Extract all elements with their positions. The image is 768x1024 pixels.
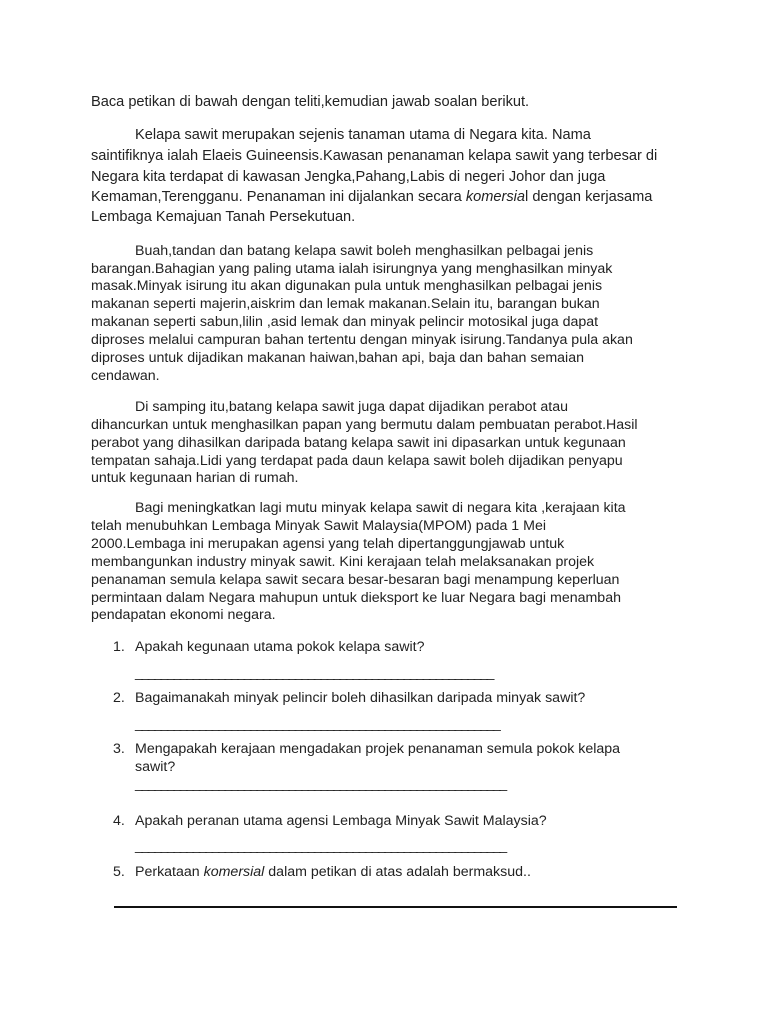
- question-5-text-before: Perkataan: [135, 864, 204, 880]
- question-5-italic-word: komersial: [203, 864, 265, 880]
- question-4-answer-line: __________________________________________________________: [135, 838, 506, 854]
- question-1-text: Apakah kegunaan utama pokok kelapa sawit?: [135, 639, 425, 655]
- question-2-answer-line: _________________________________________________________: [135, 716, 500, 732]
- paragraph-2-line-4: makanan seperti majerin,aiskrim dan lemak makanan.Selain itu, barangan bukan: [91, 296, 600, 312]
- paragraph-4-line-1: Bagi meningkatkan lagi mutu minyak kelapa sawit di negara kita ,kerajaan kita: [135, 500, 626, 516]
- paragraph-3-line-4: tempatan sahaja.Lidi yang terdapat pada daun kelapa sawit boleh dijadikan penyapu: [91, 453, 623, 469]
- paragraph-4-line-6: permintaan dalam Negara mahupun untuk dieksport ke luar Negara bagi menambah: [91, 590, 621, 606]
- question-1-answer-line: ________________________________________________________: [135, 665, 493, 681]
- paragraph-2-line-5: makanan seperti sabun,lilin ,asid lemak dan minyak pelincir motosikal juga dapat: [91, 314, 599, 330]
- paragraph-4-line-3: 2000.Lembaga ini merupakan agensi yang telah dipertanggungjawab untuk: [91, 536, 565, 552]
- paragraph-1-italic-word: komersia: [465, 189, 526, 205]
- question-5-answer-rule: [114, 906, 677, 908]
- question-5-text: [135, 864, 531, 880]
- paragraph-4-line-5: penanaman semula kelapa sawit secara besar-besaran bagi menampung keperluan: [91, 572, 620, 588]
- paragraph-1-line-4-text-b: l dengan kerjasama: [525, 189, 653, 205]
- paragraph-1-line-5: Lembaga Kemajuan Tanah Persekutuan.: [91, 209, 356, 225]
- question-2-number: 2.: [113, 690, 125, 706]
- paragraph-4-line-2: telah menubuhkan Lembaga Minyak Sawit Malaysia(MPOM) pada 1 Mei: [91, 518, 547, 534]
- paragraph-4-line-7: pendapatan ekonomi negara.: [91, 607, 276, 623]
- paragraph-1-line-3: Negara kita terdapat di kawasan Jengka,Pahang,Labis di negeri Johor dan juga: [91, 169, 606, 185]
- paragraph-1-line-4-text-a: Kemaman,Terengganu. Penanaman ini dijalankan secara: [91, 189, 466, 205]
- question-5-number: 5.: [113, 864, 125, 880]
- paragraph-2-line-2: barangan.Bahagian yang paling utama ialah isirungnya yang menghasilkan minyak: [91, 261, 613, 277]
- paragraph-3-line-1: Di samping itu,batang kelapa sawit juga dapat dijadikan perabot atau: [135, 399, 569, 415]
- paragraph-2-line-1: Buah,tandan dan batang kelapa sawit boleh menghasilkan pelbagai jenis: [135, 243, 594, 259]
- question-4-text: Apakah peranan utama agensi Lembaga Minyak Sawit Malaysia?: [135, 813, 547, 829]
- paragraph-4-line-4: membangunkan industry minyak sawit. Kini kerajaan telah melaksanakan projek: [91, 554, 595, 570]
- question-4-number: 4.: [113, 813, 125, 829]
- paragraph-1-line-2: saintifiknya ialah Elaeis Guineensis.Kawasan penanaman kelapa sawit yang terbesar di: [91, 148, 658, 164]
- question-5-text-after: dalam petikan di atas adalah bermaksud..: [264, 864, 531, 880]
- paragraph-2-line-8: cendawan.: [91, 368, 160, 384]
- question-3-number: 3.: [113, 741, 125, 757]
- paragraph-1-line-4: [91, 189, 652, 205]
- paragraph-3-line-2: dihancurkan untuk menghasilkan papan yang bermutu dalam pembuatan perabot.Hasil: [91, 417, 638, 433]
- question-3-answer-line: __________________________________________________________: [135, 776, 506, 792]
- paragraph-3-line-3: perabot yang dihasilkan daripada batang kelapa sawit ini dipasarkan untuk kegunaan: [91, 435, 626, 451]
- question-2-text: Bagaimanakah minyak pelincir boleh dihasilkan daripada minyak sawit?: [135, 690, 586, 706]
- paragraph-2-line-7: diproses untuk dijadikan makanan haiwan,bahan api, baja dan bahan semaian: [91, 350, 584, 366]
- paragraph-1-line-1: Kelapa sawit merupakan sejenis tanaman utama di Negara kita. Nama: [135, 127, 591, 143]
- question-3-text: Mengapakah kerajaan mengadakan projek penanaman semula pokok kelapa: [135, 741, 621, 757]
- paragraph-2-line-6: diproses melalui campuran bahan tertentu dengan minyak isirung.Tandanya pula akan: [91, 332, 633, 348]
- paragraph-2-line-3: masak.Minyak isirung itu akan digunakan pula untuk menghasilkan pelbagai jenis: [91, 278, 603, 294]
- paragraph-3-line-5: untuk kegunaan harian di rumah.: [91, 470, 299, 486]
- question-1-number: 1.: [113, 639, 125, 655]
- question-3-text-continued: sawit?: [135, 759, 176, 775]
- instruction: Baca petikan di bawah dengan teliti,kemudian jawab soalan berikut.: [91, 94, 530, 110]
